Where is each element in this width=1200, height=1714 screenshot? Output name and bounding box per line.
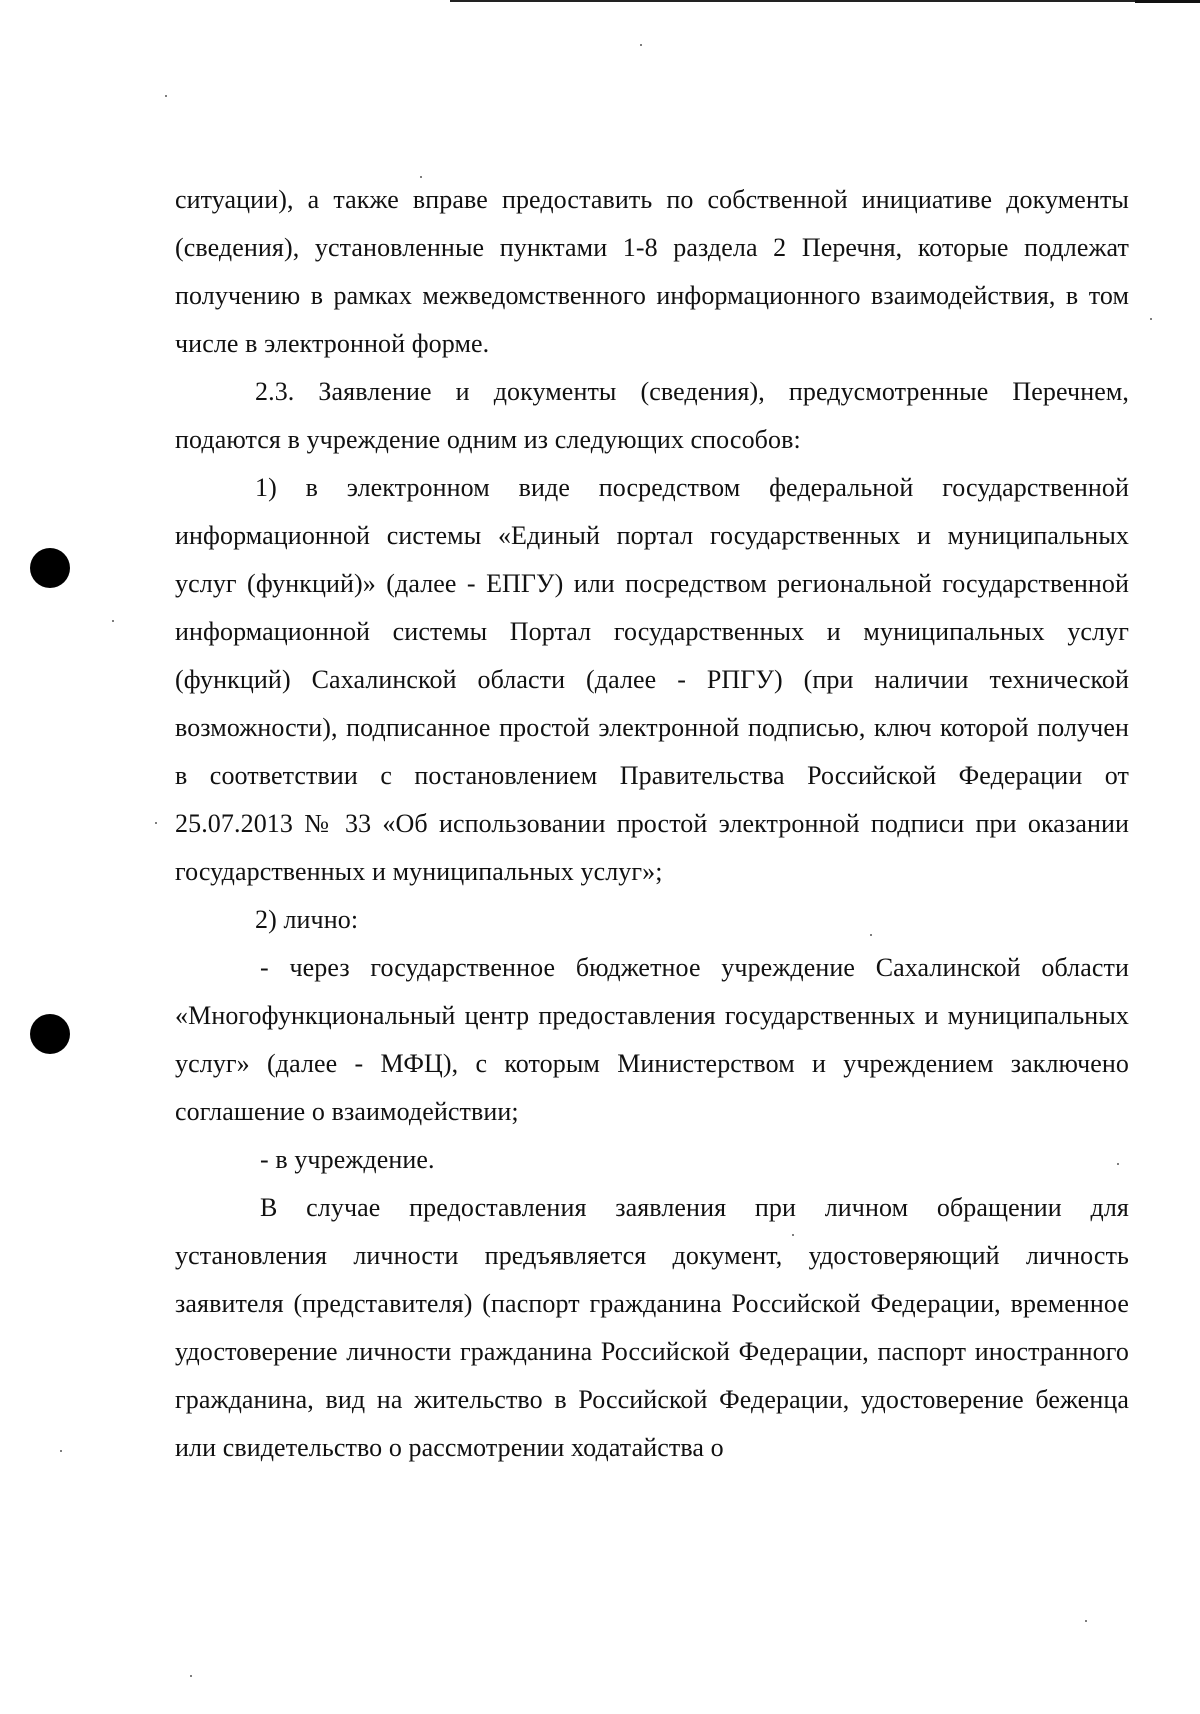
scan-speck [1085,1620,1087,1622]
paragraph-method-electronic: 1) в электронном виде посредством федеральной государственной информационной системы «Единый портал государственных и муниципальных услуг (функций)» (далее - ЕПГУ) или посредством региональной государственной информационной системы Портал государственных и муниципальных услуг (функций) Сахалинской области (далее - РПГУ) (при наличии технической возможности), подписанное простой электронной подписью, ключ которой получен в соответствии с постановлением Правительства Российской Федерации от 25.07.2013 № 33 «Об использовании простой электронной подписи при оказании государственных и муниципальных услуг»; [175,473,1129,886]
scan-top-edge-line [450,0,1150,2]
scan-speck [60,1450,62,1452]
punch-hole-upper [30,548,70,588]
scan-speck [190,1675,192,1677]
paragraph-section-2-3: 2.3. Заявление и документы (сведения), предусмотренные Перечнем, подаются в учреждение одним из следующих способов: [175,377,1129,454]
punch-hole-lower [30,1014,70,1054]
paragraph-method-in-person: 2) лично: [255,905,359,934]
scan-speck [165,95,167,97]
document-page-body [175,176,1129,1472]
paragraph-continuation: ситуации), а также вправе предоставить по собственной инициативе документы (сведения), установленные пунктами 1-8 раздела 2 Перечня, которые подлежат получению в рамках межведомственного информационного взаимодействия, в том числе в электронной форме. [175,185,1129,358]
scan-top-edge-mark [1135,0,1200,3]
scan-speck [155,822,157,824]
paragraph-mfc: - через государственное бюджетное учреждение Сахалинской области «Многофункциональный центр предоставления государственных и муниципальных услуг» (далее - МФЦ), с которым Министерством и учреждением заключено соглашение о взаимодействии; [175,953,1129,1126]
scan-speck [112,620,114,622]
scan-speck [1150,318,1152,320]
scan-speck [640,44,642,46]
paragraph-identity-documents: В случае предоставления заявления при личном обращении для установления личности предъявляется документ, удостоверяющий личность заявителя (представителя) (паспорт гражданина Российской Федерации, временное удостоверение личности гражданина Российской Федерации, паспорт иностранного гражданина, вид на жительство в Российской Федерации, удостоверение беженца или свидетельство о рассмотрении ходатайства о [175,1193,1129,1462]
paragraph-institution: - в учреждение. [260,1145,435,1174]
